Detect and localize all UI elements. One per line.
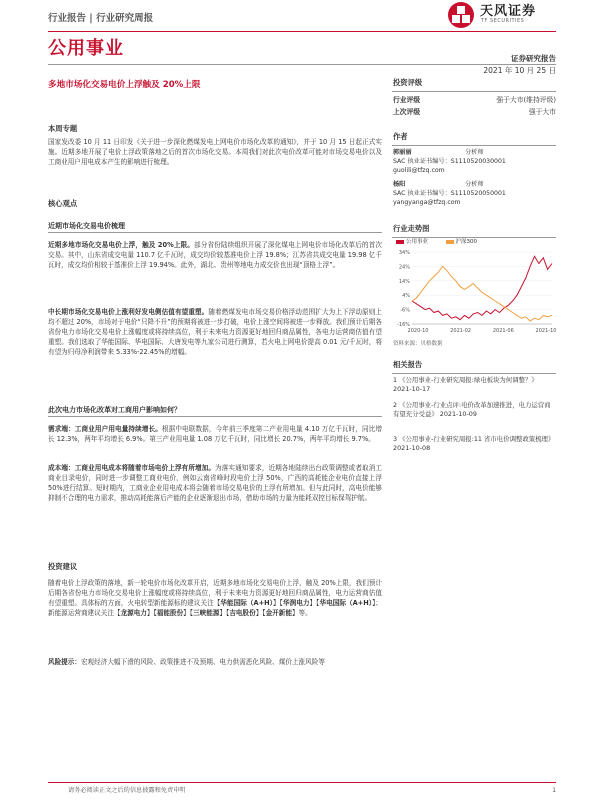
body-paragraph [48, 425, 382, 445]
rating-heading: 投资评级 [393, 78, 423, 87]
related-report-item[interactable] [393, 376, 556, 395]
body-paragraph [48, 308, 382, 357]
legend-label-utilities: 公用事业 [406, 239, 429, 245]
subsection-heading: 此次电力市场化改革对工商用户影响如何？ [48, 405, 382, 417]
related-report-date: 2021-10-09 [439, 410, 477, 419]
logo-name: 天风证券 [480, 4, 537, 19]
stock-name: 吉电股份 [229, 608, 256, 617]
y-tick-label: 24% [398, 264, 410, 271]
y-tick-label: 4% [402, 293, 410, 300]
analyst-email[interactable]: guolili@tfzq.com [393, 166, 445, 174]
legend-label-hs300: 沪深300 [455, 239, 478, 245]
chart-source: 资料来源：贝格数据 [393, 341, 443, 347]
analyst-cert: SAC 执业证书编号：S1110520050001 [393, 189, 506, 197]
authors-heading: 作者 [393, 132, 408, 141]
body-paragraph [48, 464, 382, 504]
stock-name: 金开新能 [265, 608, 292, 617]
analyst-name: 郭丽丽 [393, 149, 412, 156]
rating-key: 上次评级 [393, 108, 421, 116]
paragraph-lead: 中长期市场化交易电价上涨利好发电侧估值有望重塑。 [48, 308, 209, 316]
stock-name: 三峡能源 [193, 608, 220, 617]
report-category: 行业报告 | 行业研究周报 [48, 13, 154, 24]
y-tick-label: 34% [398, 250, 410, 256]
header-divider [48, 31, 556, 32]
paragraph-text: 随着燃煤发电市场交易价格浮动范围扩大为上下浮动原则上均不超过 20%，市场对于电价“只降不升”的预期将被进一步打破，电价上涨空间将被进一步释放。我们预计后期各省份电力市场化交易电价上涨幅度或将持续高位，利于未来电力资源更好地回归商品属性，各电力运营商估值有望重塑。我们选取了华能国际、华电国际、大唐发电等九家公司进行测算，若火电上网电价提高 0.01 元/千瓦时，将有望为归母净利润带来 5.33%-22.45%的增幅。 [48, 308, 383, 356]
bracket: 】【 [219, 608, 230, 617]
bracket: 】【 [146, 608, 157, 617]
report-headline: 多地市场化交易电价上浮触及 20%上限 [48, 80, 201, 90]
bracket: 】【 [309, 598, 320, 607]
analyst-role: 分析师 [465, 181, 484, 188]
y-tick-label: -16% [397, 322, 410, 328]
body-paragraph [48, 241, 382, 271]
title-divider [48, 64, 556, 65]
authors-divider [392, 145, 556, 146]
paragraph-lead: 风险提示： [48, 658, 81, 666]
related-report-item[interactable] [393, 435, 556, 454]
rating-value: 强于大市 [528, 108, 556, 116]
risk-paragraph [48, 658, 382, 668]
paragraph-text: 随着电价上浮政策的落地，新一轮电价市场化改革开启，近期多地市场化交易电价上浮，触及 20%上限，我们预计后期各省份电力市场化交易电价上涨幅度或将持续高位，利于未来电力资源更好地回归商品属性，电力运营商估值有望重塑。具体标的方面，火电转型新能源标的建议关注【 [48, 579, 382, 607]
logo-subtitle: TF SECURITIES [481, 18, 525, 24]
company-logo [448, 2, 558, 28]
paragraph-text: 为落实通知要求，近期各地陆续出台政策调整或者取消工商业目录电价，同时进一步调整工商业电价，例如云南省峰时段电价上浮 50%，广西的高耗能企业电价直接上浮 50%进行结算。短时期内，工商业企业用电成本将会随着市场交易电价的上浮有所增加。但与此同时，高电价能够抑制不合理的电力需求，推动高耗能落后产能的企业逐渐退出市场，借助市场的力量为能耗双控目标保驾护航。 [48, 464, 383, 502]
x-tick-label: 2020-10 [407, 328, 429, 334]
analyst-email[interactable]: yangyanga@tfzq.com [393, 198, 461, 206]
analyst-role: 分析师 [465, 149, 484, 156]
industry-title: 公用事业 [48, 38, 124, 59]
invest-heading: 投资建议 [48, 562, 78, 571]
paragraph-text: 部分省份陆续组织开展了深化煤电上网电价市场化改革后的首次交易。其中，山东省成交电量 110.7 亿千瓦时，成交均价较基准电价上浮 19.8%；江苏省共成交电量 19.98 亿千瓦时，成交均价相较于基准价上浮 19.94%。此外，湖北、贵州等地电力成交价也出现“顶格上浮”。 [48, 241, 383, 269]
x-tick-label: 2021-10 [535, 328, 556, 334]
y-tick-label: 14% [398, 278, 410, 285]
paragraph-lead: 成本端：工商业用电成本将随着市场电价上浮有所增加。 [48, 464, 216, 472]
stock-name: 福能股份 [156, 608, 184, 617]
x-tick-label: 2021-02 [450, 328, 472, 334]
report-date: 2021 年 10 月 25 日 [483, 66, 556, 75]
series-line-hs300 [412, 266, 552, 321]
industry-trend-chart [392, 248, 556, 338]
report-type: 证券研究报告 [511, 54, 556, 63]
paragraph-lead: 近期多地市场化交易电价上浮，触及 20%上限。 [48, 241, 194, 249]
rating-row-previous [393, 107, 556, 117]
series-line-utilities [412, 256, 552, 319]
related-heading: 相关报告 [393, 360, 423, 369]
related-report-item[interactable] [393, 401, 556, 420]
paragraph-text: 根据中电联数据，今年前三季度第二产业用电量 4.10 万亿千瓦时，同比增长 12.3%，两年平均增长 6.9%。第三产业用电量 1.08 万亿千瓦时，同比增长 20.7%，两年平均增长 9.7%。 [48, 425, 383, 443]
paragraph-text: 】；新能源运营商建议关注【 [48, 598, 383, 617]
related-report-text[interactable]: 3 《公用事业-行业研究周报:11 省市电价调整政策梳理》 [393, 435, 555, 443]
stock-name: 华电国际（A+H） [319, 598, 373, 607]
related-report-date: 2021-10-08 [393, 444, 431, 453]
core-heading: 核心观点 [48, 199, 78, 208]
footer-divider [48, 782, 556, 783]
invest-paragraph [48, 579, 382, 619]
rating-row-industry [393, 95, 556, 105]
chart-heading: 行业走势图 [393, 224, 430, 233]
rating-key: 行业评级 [393, 96, 421, 104]
rating-divider [392, 91, 556, 92]
related-divider [392, 373, 556, 374]
rating-value: 强于大市(维持评级) [496, 96, 556, 104]
paragraph-text: 宏观经济大幅下滑的风险、政策推进不及预期、电力供需恶化风险、煤价上涨风险等 [80, 658, 325, 666]
chart-legend [396, 238, 477, 246]
subsection-heading: 近期市场化交易电价梳理 [48, 221, 382, 233]
topic-heading: 本周专题 [48, 124, 78, 133]
analyst-cert: SAC 执业证书编号：S1110520030001 [393, 157, 506, 165]
logo-emblem-icon [448, 2, 474, 28]
legend-swatch-hs300 [446, 240, 454, 244]
page-number: 1 [552, 787, 556, 794]
bracket: 】【 [255, 608, 266, 617]
bracket: 】【 [272, 598, 283, 607]
bracket: 】【 [183, 608, 194, 617]
related-report-date: 2021-10-17 [393, 385, 431, 394]
related-report-text[interactable]: 1 《公用事业-行业研究周报:绿电板块为何调整？》 [393, 376, 538, 384]
stock-name: 华润电力 [282, 598, 310, 607]
legend-swatch-utilities [396, 240, 404, 244]
analyst-name: 杨阳 [393, 181, 406, 188]
stock-name: 龙源电力 [120, 608, 147, 617]
topic-paragraph: 国家发改委 10 月 11 日印发《关于进一步深化燃煤发电上网电价市场化改革的通知》，并于 10 月 15 日起正式实施。近期多地开展了电价上浮政策落地之后的首次市场化交易。本周我们对此次电价改革可能对市场交易电价以及工商业用户用电成本产生的影响进行梳理。 [48, 138, 382, 166]
related-report-text[interactable]: 2 《公用事业-行业点评:电价改革加速推进，电力运营商有望充分受益》 [393, 401, 551, 419]
y-tick-label: -6% [400, 307, 410, 314]
paragraph-text: 】等。 [291, 608, 312, 617]
x-tick-label: 2021-06 [492, 328, 514, 334]
analyst-card [393, 149, 556, 176]
paragraph-lead: 需求端：工商业用户用电量持续增长。 [48, 425, 162, 433]
footer-disclaimer: 请务必阅读正文之后的信息披露和免责申明 [68, 787, 186, 794]
analyst-card [393, 181, 556, 208]
stock-name: 华能国际（A+H） [220, 598, 273, 607]
